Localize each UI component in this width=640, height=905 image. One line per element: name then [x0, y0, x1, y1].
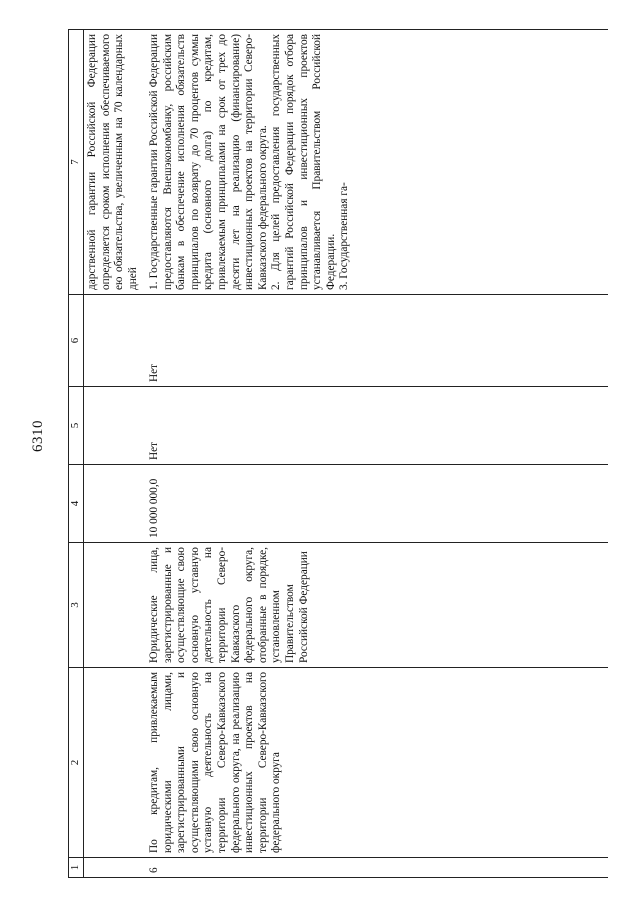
column-header: 7	[69, 30, 84, 295]
column-header: 6	[69, 295, 84, 387]
rotated-table-container	[68, 30, 613, 878]
condition-paragraph: 3. Государственная га-	[338, 182, 351, 290]
guarantee-purpose-cell: По кредитам, привлекаемым юридическими лицами, зарегистрированными и осуществляющими свою основную уставную деятельность на территории Северо-Кавказского федерального округа, на реализацию инвестиционных проектов на территории Северо-Кавказского федерального округа	[146, 668, 608, 858]
condition-paragraph: 2. Для целей предоставления государственных гарантий Российской Федерации порядок отбора принципалов и инвестиционных проектов устанавливается Правительством Российской Федерации.	[270, 34, 337, 290]
principal-category-cell: Юридические лица, зарегистрированные и осуществляющие свою основную уставную деятельность на территории Северо-Кавказского федерального округа, отобранные в порядке, установленном Правительством Российской Федерации	[146, 543, 608, 668]
recourse-cell: Нет	[146, 387, 608, 465]
guarantee-table	[68, 29, 608, 878]
table-row-continued	[84, 30, 147, 878]
row-number-cell: 6	[146, 858, 608, 878]
guarantee-amount-cell: 10 000 000,0	[146, 465, 608, 543]
column-header: 1	[69, 858, 84, 878]
continued-conditions-cell: дарственной гарантии Российской Федерации определяется сроком исполнения обеспечиваемого ею обязательства, увеличенным на 70 календарных дней	[84, 30, 147, 295]
column-header: 5	[69, 387, 84, 465]
other-conditions-cell	[146, 30, 608, 295]
column-header: 2	[69, 668, 84, 858]
header-row	[69, 30, 84, 878]
assignment-cell: Нет	[146, 295, 608, 387]
column-header: 4	[69, 465, 84, 543]
table-row	[146, 30, 608, 878]
column-header: 3	[69, 543, 84, 668]
condition-paragraph: 1. Государственные гарантии Российской Федерации предоставляются Внешэкономбанку, российским банкам в обеспечение исполнения обязательств принципалов по возврату до 70 процентов суммы кредита (основного долга) по кредитам, привлекаемым принципалами на срок от трех до десяти лет на реализацию (финансирование) инвестиционных проектов на территории Северо-Кавказского федерального округа.	[148, 34, 269, 290]
page-number: 6310	[30, 420, 46, 452]
